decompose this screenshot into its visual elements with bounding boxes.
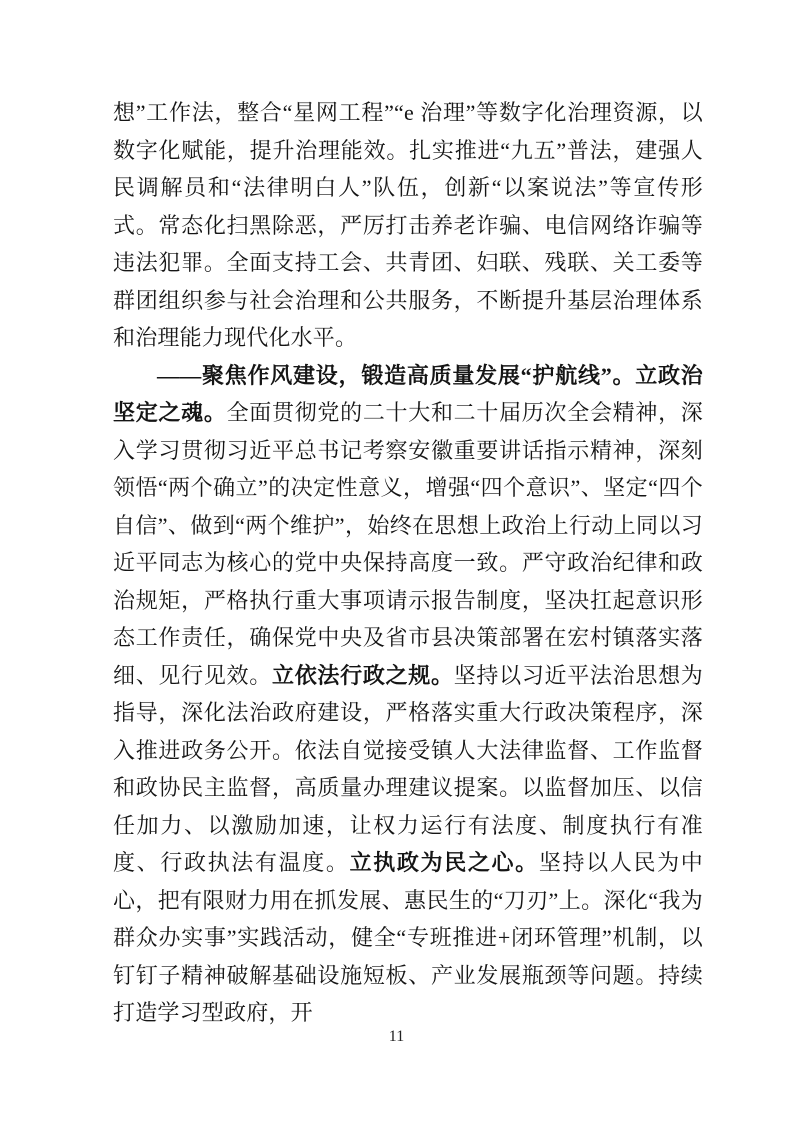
bold-subheading-segment: 立依法行政之规。: [271, 662, 454, 688]
text-segment: 坚持以人民为中心，把有限财力用在抓发展、惠民生的“刀刃”上。深化“我为群众办实事”实践活动，健全“专班推进+闭环管理”机制，以钉钉子精神破解基础设施短板、产业发展瓶颈等问题。持续打造学习型政府，开: [113, 850, 703, 1025]
bold-subheading-segment: 立执政为民之心。: [349, 850, 539, 875]
paragraph-continuation: [113, 94, 703, 357]
page-number-label: 11: [388, 1028, 405, 1045]
text-segment: 想”工作法，整合“星网工程”“e 治理”等数字化治理资源，以数字化赋能，提升治理能效。扎实推进“九五”普法，建强人民调解员和“法律明白人”队伍，创新“以案说法”等宣传形式。常态化扫黑除恶，严厉打击养老诈骗、电信网络诈骗等违法犯罪。全面支持工会、共青团、妇联、残联、关工委等群团组织参与社会治理和公共服务，不断提升基层治理体系和治理能力现代化水平。: [113, 100, 703, 350]
paragraph-work-style: [113, 357, 703, 1032]
text-segment: 全面贯彻党的二十大和二十届历次全会精神，深入学习贯彻习近平总书记考察安徽重要讲话指示精神，深刻领悟“两个确立”的决定性意义，增强“四个意识”、坚定“四个自信”、做到“两个维护”，始终在思想上政治上行动上同以习近平同志为核心的党中央保持高度一致。严守政治纪律和政治规矩，严格执行重大事项请示报告制度，坚决扛起意识形态工作责任，确保党中央及省市县决策部署在宏村镇落实落细、见行见效。: [113, 400, 703, 688]
bold-heading-segment: ——聚焦作风建设，锻造高质量发展“护航线”。立政治坚定之魂。: [113, 362, 703, 425]
text-segment: 坚持以习近平法治思想为指导，深化法治政府建设，严格落实重大行政决策程序，深入推进政务公开。依法自觉接受镇人大法律监督、工作监督和政协民主监督，高质量办理建议提案。以监督加压、以信任加力、以激励加速，让权力运行有法度、制度执行有准度、行政执法有温度。: [113, 662, 704, 875]
body-text: [113, 94, 703, 1032]
